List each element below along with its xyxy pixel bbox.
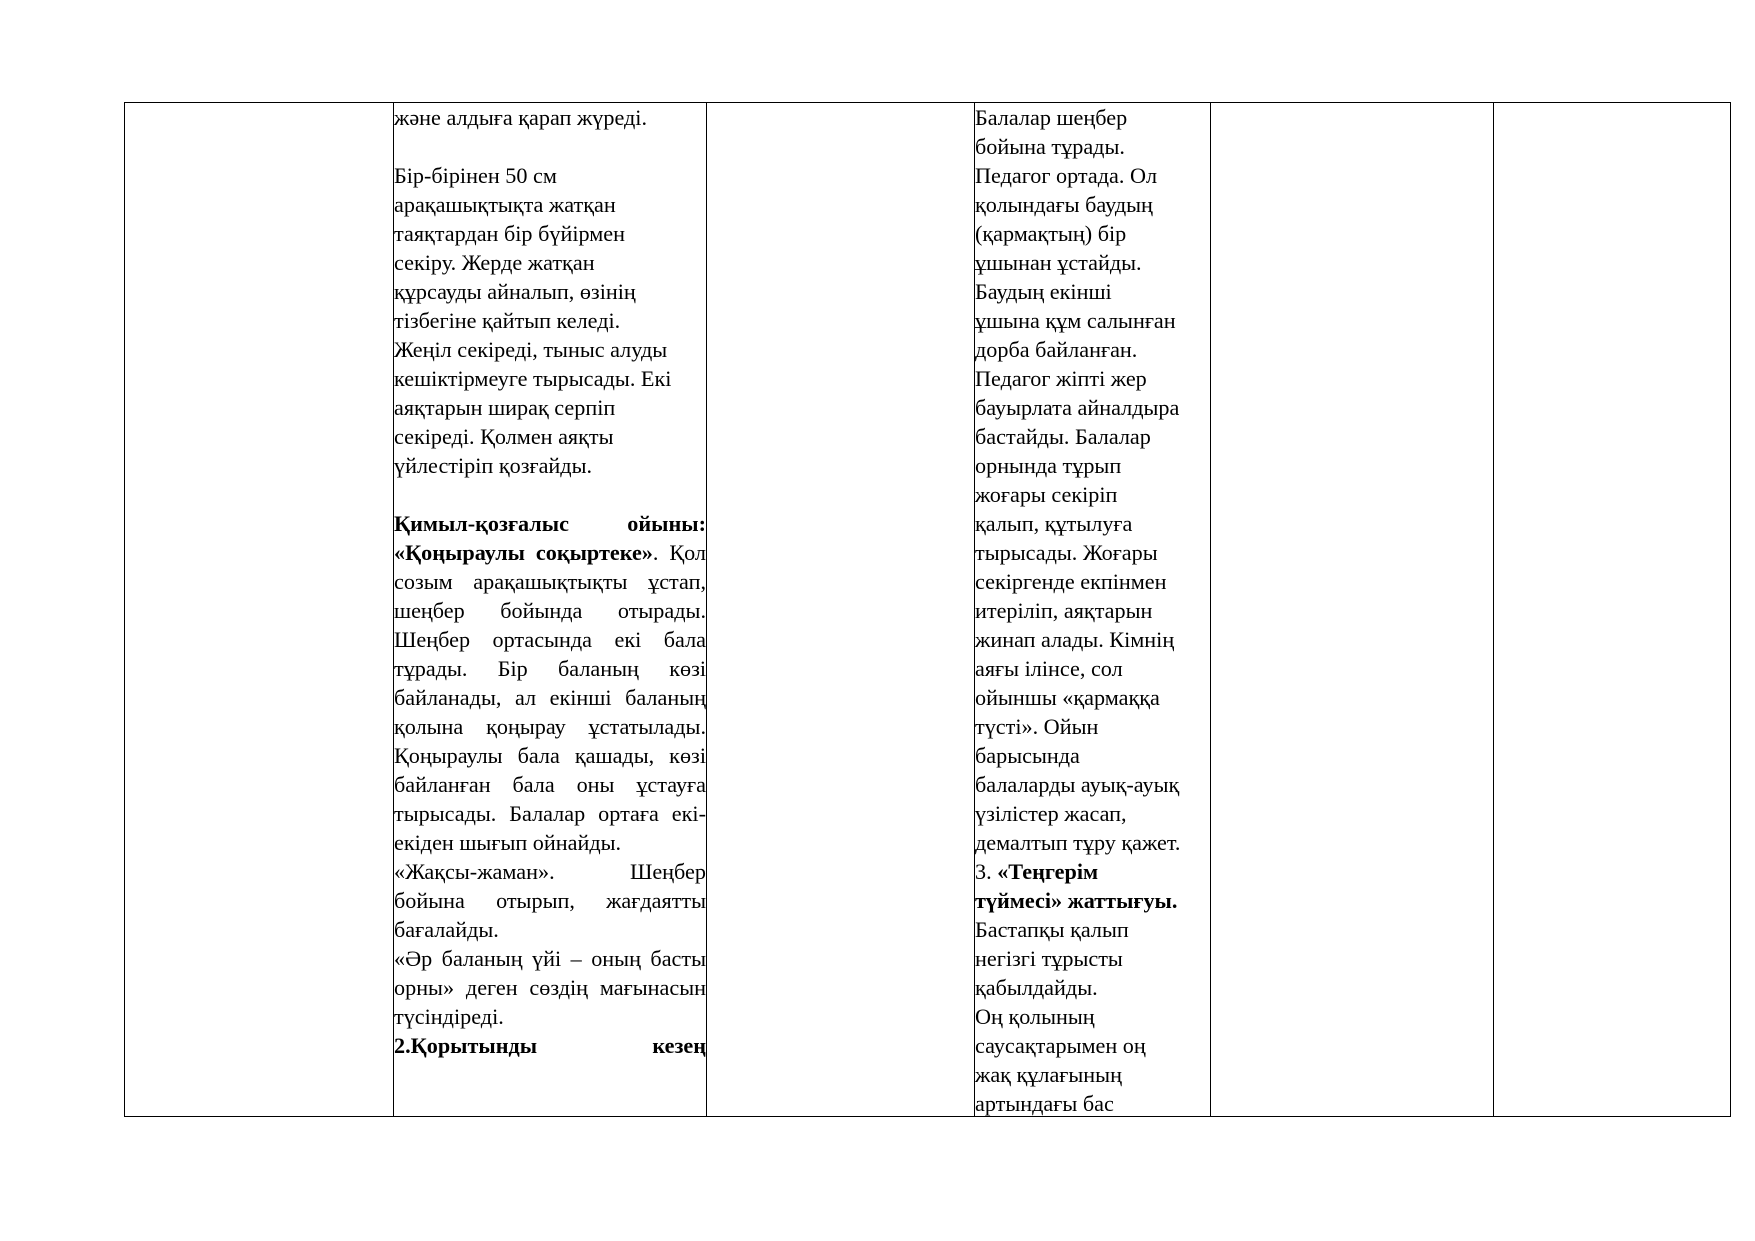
- table-cell-col2: [394, 103, 706, 1116]
- exercise-heading: [975, 857, 1210, 886]
- paragraph: «Жақсы-жаман». Шеңбер бойына отырып, жағдаятты бағалайды.: [394, 859, 706, 942]
- paragraph: Бір-бірінен 50 см арақашықтықта жатқан таяқтардан бір бүйірмен секіру. Жерде жатқан құрсауды айналып, өзінің тізбегіне қайтып келеді. Жеңіл секіреді, тыныс алуды кешіктірмеуге тырысады. Екі аяқтарын ширақ серпіп секіреді. Қолмен аяқты үйлестіріп қозғайды.: [394, 163, 672, 478]
- section-heading: 2.Қорытынды кезең: [394, 1033, 706, 1058]
- table-cell-col4: [975, 103, 1210, 1116]
- exercise-title-part2: түймесі» жаттығуы.: [975, 888, 1178, 913]
- exercise-title-part1: «Теңгерім: [997, 859, 1099, 884]
- line: жақ құлағының: [975, 1062, 1122, 1087]
- table-cell-col1: [125, 103, 393, 1116]
- game-title: «Қоңыраулы соқыртеке»: [394, 540, 653, 565]
- line: қалып, құтылуға: [975, 511, 1133, 536]
- table-cell-col3: [707, 103, 974, 1116]
- line: демалтып тұру қажет.: [975, 830, 1181, 855]
- line: жинап алады. Кімнің: [975, 627, 1175, 652]
- paragraph: «Әр баланың үйі – оның басты орны» деген сөздің мағынасын түсіндіреді.: [394, 946, 706, 1029]
- line: секіргенде екпінмен: [975, 569, 1167, 594]
- line: балаларды ауық-ауық: [975, 772, 1180, 797]
- game-paragraph: [394, 509, 706, 857]
- line: Бастапқы қалып: [975, 917, 1129, 942]
- line: артындағы бас: [975, 1091, 1114, 1116]
- exercise-number: 3.: [975, 859, 998, 884]
- paragraph: және алдыға қарап жүреді.: [394, 105, 648, 130]
- game-label: Қимыл-қозғалыс ойыны:: [394, 511, 706, 536]
- line: Педагог ортада. Ол: [975, 163, 1158, 188]
- exercise-heading: [975, 886, 1210, 915]
- line: ұшына құм салынған: [975, 308, 1176, 333]
- line: Педагог жіпті жер: [975, 366, 1147, 391]
- plan-table: [124, 102, 1731, 1117]
- line: Баудың екінші: [975, 279, 1112, 304]
- line: түсті». Ойын: [975, 714, 1099, 739]
- table-cell-col5: [1211, 103, 1493, 1116]
- line: негізгі тұрысты: [975, 946, 1123, 971]
- line: қолындағы баудың: [975, 192, 1153, 217]
- table-cell-col6: [1494, 103, 1730, 1116]
- line: қабылдайды.: [975, 975, 1098, 1000]
- line: (қармақтың) бір: [975, 221, 1127, 246]
- line: Балалар шеңбер: [975, 105, 1128, 130]
- line: бауырлата айналдыра: [975, 395, 1180, 420]
- line: ұшынан ұстайды.: [975, 250, 1142, 275]
- line: үзілістер жасап,: [975, 801, 1127, 826]
- game-text: . Қол созым арақашықтықты ұстап, шеңбер бойында отырады. Шеңбер ортасында екі бала тұрады. Бір баланың көзі байланады, ал екінші баланың қолына қоңырау ұстатылады. Қоңыраулы бала қашады, көзі байланған бала оны ұстауға тырысады. Балалар ортаға екі-екіден шығып ойнайды.: [394, 540, 706, 855]
- line: ойыншы «қармаққа: [975, 685, 1160, 710]
- line: саусақтарымен оң: [975, 1033, 1146, 1058]
- line: итеріліп, аяқтарын: [975, 598, 1153, 623]
- line: Оң қолының: [975, 1004, 1095, 1029]
- line: бастайды. Балалар: [975, 424, 1151, 449]
- line: тырысады. Жоғары: [975, 540, 1158, 565]
- line: дорба байланған.: [975, 337, 1138, 362]
- line: аяғы ілінсе, сол: [975, 656, 1123, 681]
- line: жоғары секіріп: [975, 482, 1118, 507]
- line: орнында тұрып: [975, 453, 1122, 478]
- line: барысында: [975, 743, 1080, 768]
- line: бойына тұрады.: [975, 134, 1125, 159]
